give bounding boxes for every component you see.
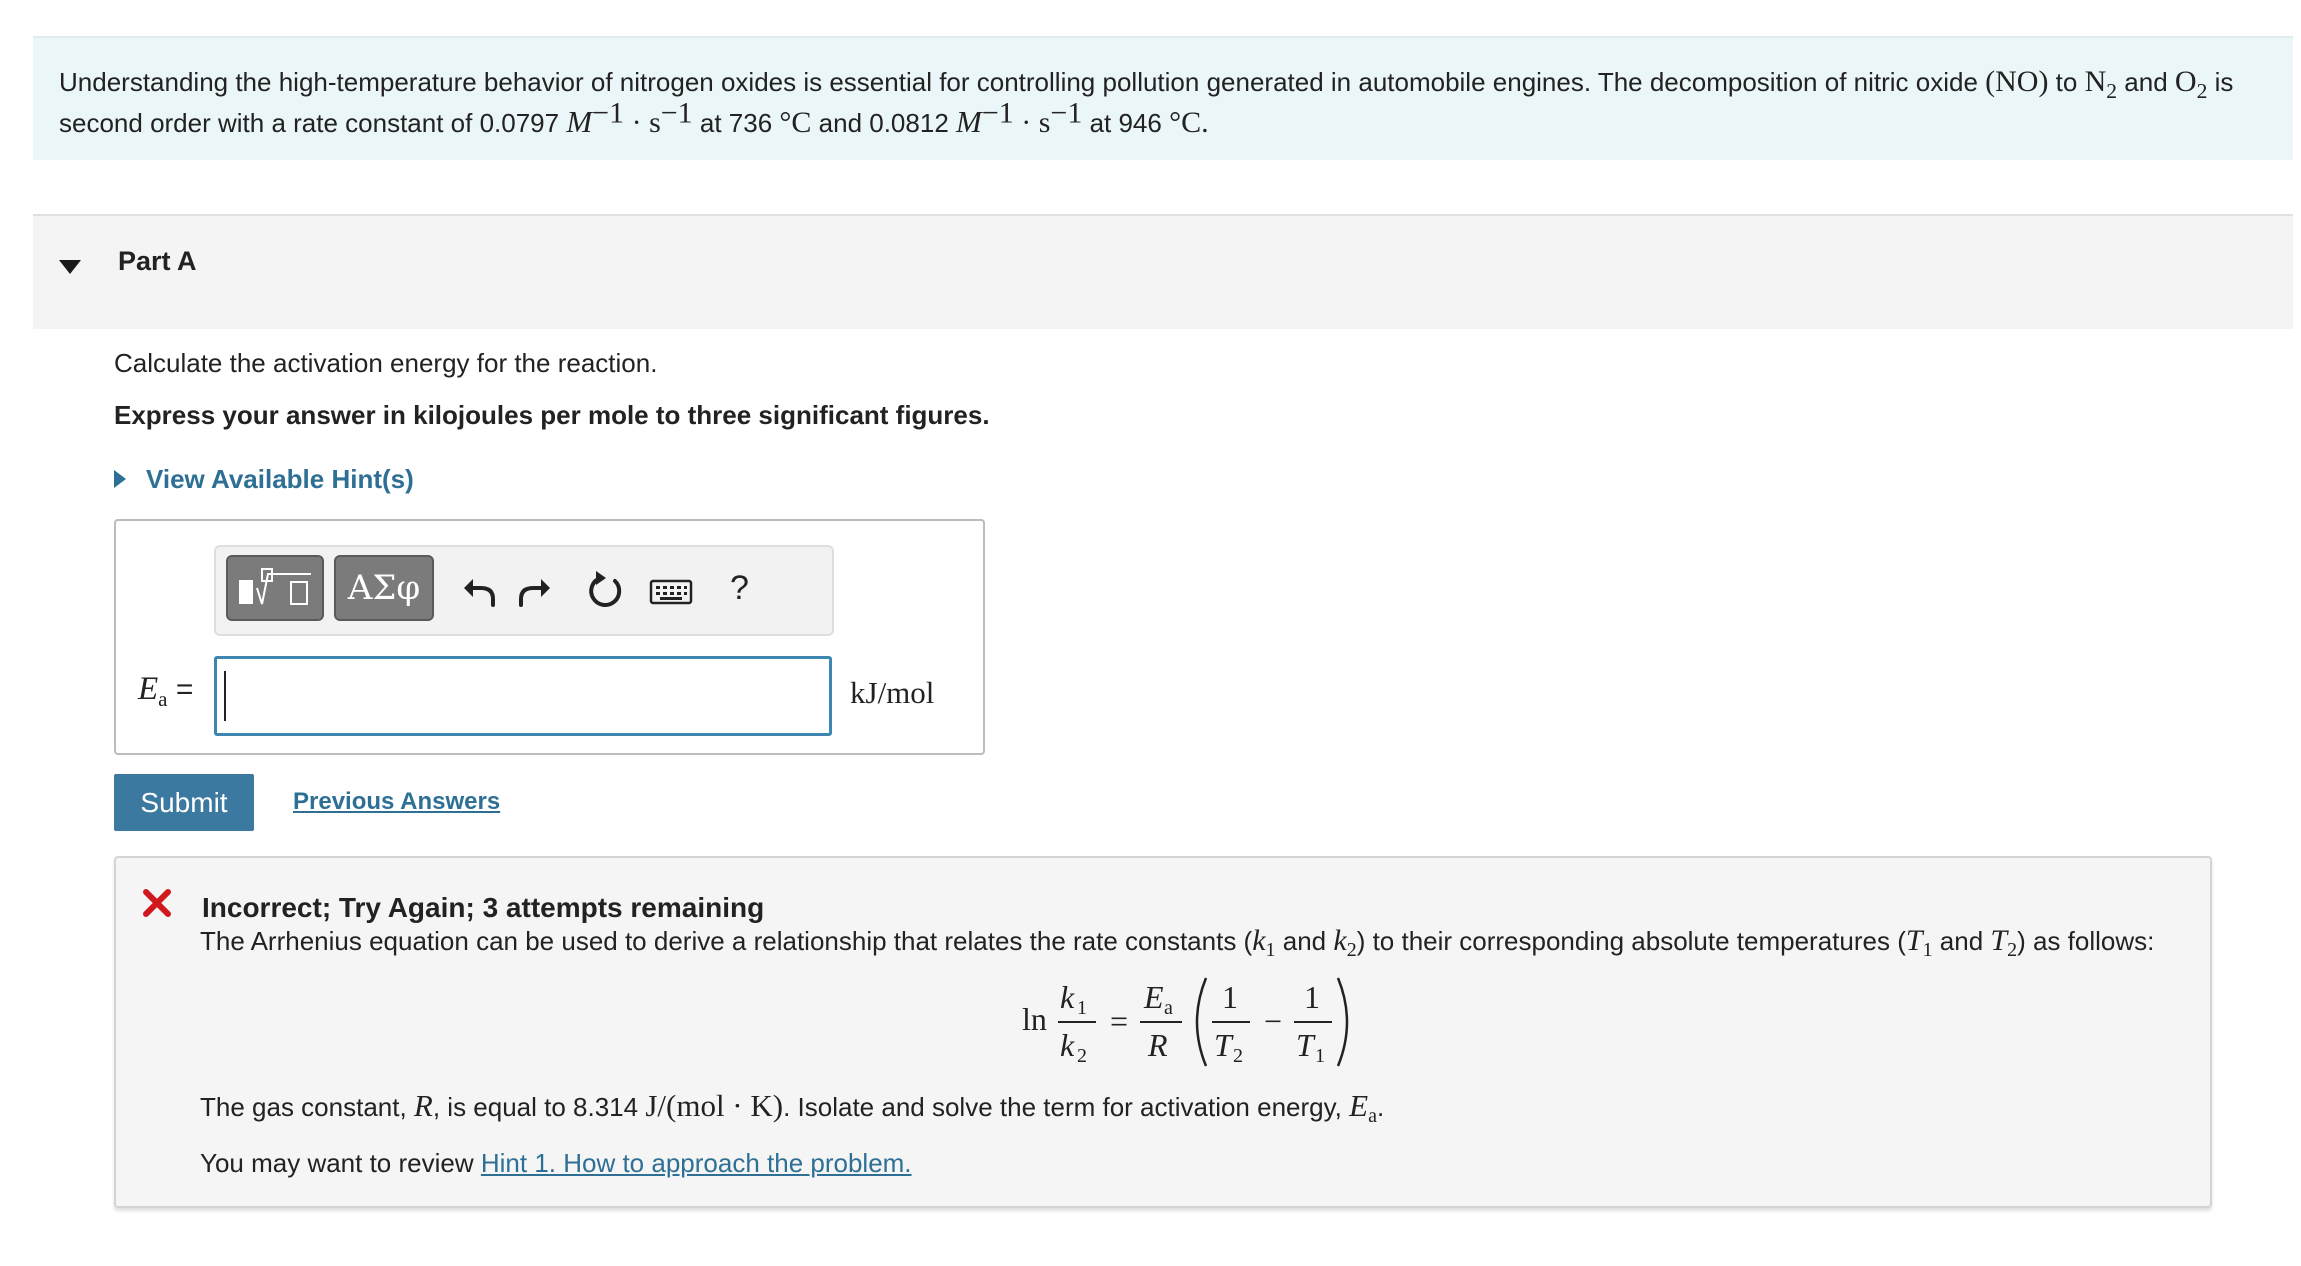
intro-degc1: °C <box>779 106 812 139</box>
intro-and: and <box>2117 67 2175 97</box>
greek-symbols-button[interactable]: ΑΣφ <box>334 555 434 621</box>
intro-exp1: −1 <box>592 96 625 130</box>
eq-ea-sub: a <box>1164 997 1173 1019</box>
intro-exp3: −1 <box>981 96 1014 130</box>
ea-label-equals: = <box>167 673 194 706</box>
eq-r: R <box>1148 1027 1168 1063</box>
eq-k2-sub: 2 <box>1077 1045 1087 1067</box>
fb-unit: J/(mol · K) <box>645 1088 784 1123</box>
intro-is: is <box>2207 67 2234 97</box>
question-text: Calculate the activation energy for the reaction. <box>114 348 658 378</box>
ea-answer-input[interactable] <box>214 656 832 736</box>
intro-s2: · s <box>1013 106 1051 139</box>
fb-text-2: ) to their corresponding absolute temperatures ( <box>1356 926 1906 956</box>
part-title: Part A <box>118 246 197 276</box>
feedback-panel <box>114 856 2212 1208</box>
feedback-title: Incorrect; Try Again; 3 attempts remaining <box>202 892 765 923</box>
eq-t2: T <box>1214 1027 1232 1063</box>
intro-and2: and 0.0812 <box>811 108 956 138</box>
intro-n2-sub: 2 <box>2106 79 2118 103</box>
problem-intro <box>33 36 2293 160</box>
eq-minus: − <box>1264 1003 1283 1039</box>
eq-one-b: 1 <box>1304 979 1320 1015</box>
fb-k2: k <box>1333 924 1347 957</box>
intro-exp4: −1 <box>1050 96 1083 130</box>
intro-text: Understanding the high-temperature behavior of nitrogen oxides is essential for controlling pollution generated in automobile engines. The decomposition of nitric oxide <box>59 67 1986 97</box>
help-button[interactable]: ? <box>730 569 749 607</box>
fb-ea: E <box>1349 1088 1369 1123</box>
intro-s1: · s <box>624 106 661 139</box>
collapse-triangle-icon[interactable] <box>59 260 81 274</box>
fb-k1-sub: 1 <box>1265 939 1276 962</box>
keyboard-icon[interactable] <box>647 569 695 613</box>
eq-one-a: 1 <box>1222 979 1238 1015</box>
intro-o2-sub: 2 <box>2196 79 2208 103</box>
eq-k1-sub: 1 <box>1077 997 1087 1019</box>
intro-to: to <box>2048 67 2085 97</box>
feedback-explanation <box>200 924 2155 962</box>
eq-ln: ln <box>1022 1001 1047 1037</box>
intro-at2: at 946 <box>1082 108 1170 138</box>
fb-ea-sub: a <box>1368 1105 1377 1128</box>
eq-t1-sub: 1 <box>1315 1045 1325 1067</box>
ea-label-sub: a <box>158 687 168 711</box>
fb-t1: T <box>1905 924 1923 957</box>
intro-m2: M <box>956 104 982 139</box>
previous-answers-link[interactable]: Previous Answers <box>293 788 501 815</box>
expand-triangle-icon <box>114 470 126 488</box>
intro-at1: at 736 <box>692 108 780 138</box>
fb-and-2: and <box>1932 926 1991 956</box>
undo-icon[interactable] <box>459 569 503 613</box>
fb-text-7: You may want to review <box>200 1148 481 1178</box>
fb-text-4: The gas constant, <box>200 1092 414 1122</box>
view-hints-link[interactable]: View Available Hint(s) <box>146 463 414 494</box>
arrhenius-equation <box>1022 968 1422 1068</box>
fb-text-6: . Isolate and solve the term for activation energy, <box>783 1092 1350 1122</box>
text-cursor <box>224 671 226 721</box>
hint-1-link[interactable]: Hint 1. How to approach the problem. <box>480 1148 912 1178</box>
templates-icon <box>235 566 315 610</box>
math-toolbar <box>214 545 834 636</box>
ea-label-var: E <box>138 671 159 707</box>
intro-n2 <box>2084 65 2118 103</box>
gas-constant-text <box>200 1088 1385 1128</box>
eq-k1: k <box>1060 979 1075 1015</box>
fb-and-1: and <box>1275 926 1334 956</box>
fb-t2: T <box>1990 924 2008 957</box>
redo-icon[interactable] <box>511 569 555 613</box>
templates-button[interactable] <box>226 555 324 621</box>
intro-text-2: second order with a rate constant of 0.0797 <box>59 108 567 138</box>
incorrect-x-icon <box>142 888 172 918</box>
eq-equals: = <box>1110 1003 1129 1039</box>
answer-box <box>114 519 985 755</box>
intro-m1: M <box>566 104 593 139</box>
fb-text-5: , is equal to 8.314 <box>432 1092 646 1122</box>
answer-instruction: Express your answer in kilojoules per mole to three significant figures. <box>114 400 990 430</box>
fb-text-3: ) as follows: <box>2017 926 2155 956</box>
intro-o2 <box>2174 65 2208 103</box>
submit-button[interactable]: Submit <box>114 774 254 831</box>
fb-t1-sub: 1 <box>1922 939 1933 962</box>
review-hint-text <box>200 1148 912 1179</box>
fb-r: R <box>413 1088 433 1123</box>
intro-degc2: °C. <box>1169 106 1209 139</box>
fb-period: . <box>1376 1092 1385 1122</box>
fb-text-1: The Arrhenius equation can be used to derive a relationship that relates the rate constants ( <box>200 926 1253 956</box>
intro-o2-symbol: O <box>2174 65 2197 98</box>
ea-label <box>138 671 194 711</box>
intro-n2-symbol: N <box>2084 65 2107 98</box>
intro-exp2: −1 <box>660 96 693 130</box>
intro-no: (NO) <box>1985 65 2049 98</box>
eq-k2: k <box>1060 1027 1075 1063</box>
eq-t2-sub: 2 <box>1233 1045 1243 1067</box>
eq-ea: E <box>1144 979 1164 1015</box>
view-hints-toggle[interactable] <box>114 462 414 496</box>
fb-k2-sub: 2 <box>1346 939 1357 962</box>
part-a-header[interactable] <box>33 214 2293 329</box>
reset-icon[interactable] <box>584 569 628 613</box>
fb-t2-sub: 2 <box>2007 939 2018 962</box>
eq-t1: T <box>1296 1027 1314 1063</box>
fb-k1: k <box>1252 924 1266 957</box>
units-label: kJ/mol <box>850 675 935 710</box>
